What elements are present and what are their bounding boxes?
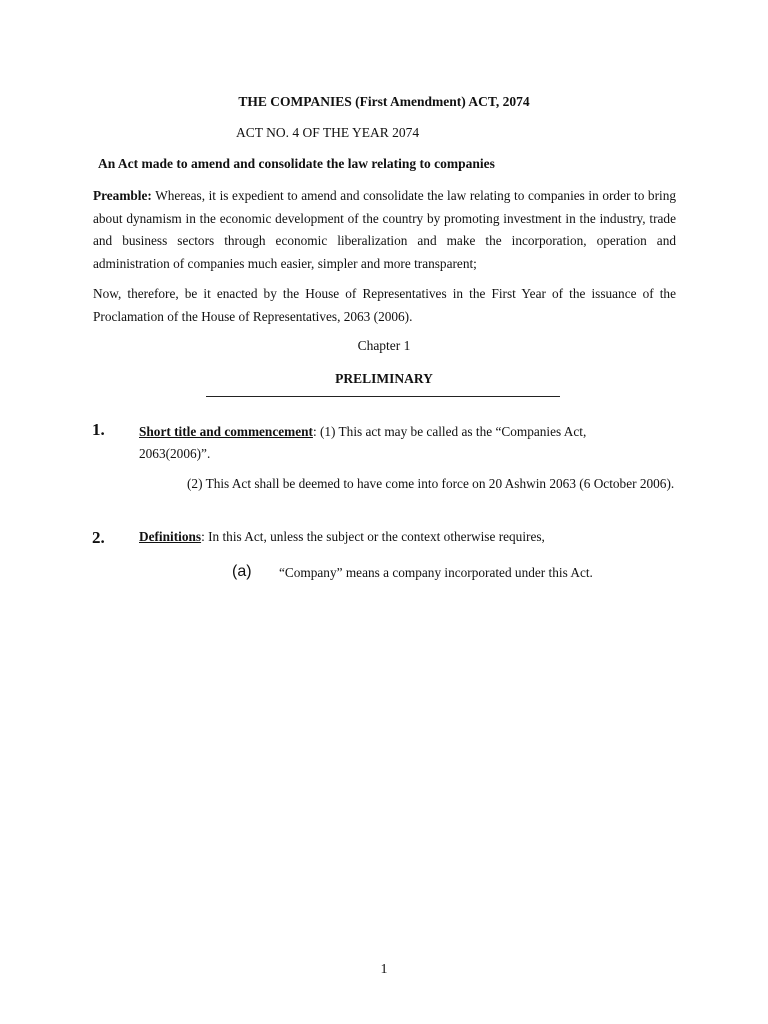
section-heading: Short title and commencement <box>139 424 313 439</box>
act-title: THE COMPANIES (First Amendment) ACT, 2074 <box>238 94 530 109</box>
section-number: 2. <box>92 528 105 547</box>
section-1-text <box>139 421 619 465</box>
clause-label: (a) <box>232 563 252 580</box>
section-2-text <box>139 529 545 545</box>
chapter-divider <box>206 396 560 397</box>
preamble-text: Whereas, it is expedient to amend and consolidate the law relating to companies in order to bring about dynamism in the economic development of the country by promoting investment in the industry, trade and business sectors through economic liberalization and make the incorporation, operation and administration of companies much easier, simpler and more transparent; <box>93 188 676 271</box>
section-1-subsection: (2) This Act shall be deemed to have come into force on 20 Ashwin 2063 (6 October 2006). <box>187 476 675 491</box>
section-heading: Definitions <box>139 529 202 544</box>
preamble-label: Preamble: <box>93 188 152 203</box>
section-body: : (1) This act may be called as the “Companies Act, 2063(2006)”. <box>139 424 587 461</box>
clause-text: “Company” means a company incorporated under this Act. <box>279 565 593 580</box>
page-number: 1 <box>380 962 388 977</box>
chapter-label: Chapter 1 <box>357 338 411 353</box>
section-number: 1. <box>92 420 105 439</box>
enactment-paragraph: Now, therefore, be it enacted by the House of Representatives in the First Year of the issuance of the Proclamation of the House of Representatives, 2063 (2006). <box>93 286 676 324</box>
act-subtitle: An Act made to amend and consolidate the law relating to companies <box>98 156 495 171</box>
chapter-title: PRELIMINARY <box>335 371 433 386</box>
act-number: ACT NO. 4 OF THE YEAR 2074 <box>236 125 420 140</box>
section-body: : In this Act, unless the subject or the context otherwise requires, <box>201 529 545 544</box>
preamble-paragraph <box>93 185 676 275</box>
